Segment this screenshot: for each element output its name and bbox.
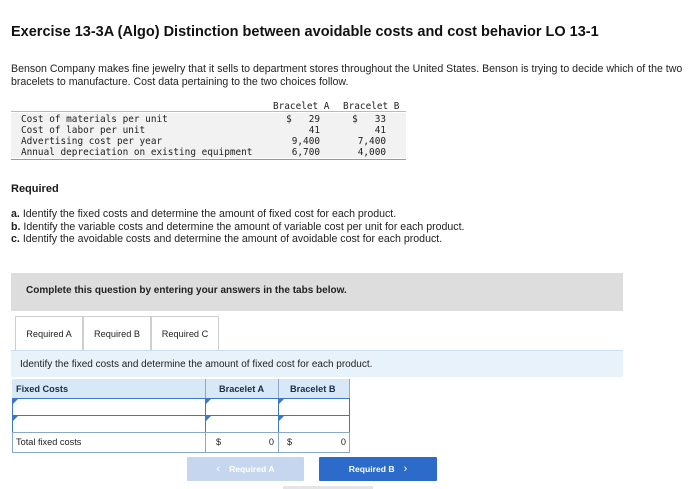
total-fixed-costs-label: Total fixed costs	[16, 437, 82, 447]
tab-required-b[interactable]: Required B	[83, 316, 151, 350]
bracelet-a-amount-input-2[interactable]	[205, 415, 279, 433]
item-text: Identify the avoidable costs and determine the amount of avoidable cost for each product.	[22, 233, 443, 245]
tab-instruction	[11, 350, 623, 377]
row-label: Cost of labor per unit	[21, 125, 146, 136]
table-row	[11, 125, 406, 136]
item-text: Identify the variable costs and determine the amount of variable cost per unit for each product.	[23, 220, 465, 233]
value-bracelet-b: $ 33	[352, 114, 386, 125]
value-bracelet-a: 9,400	[291, 136, 320, 147]
chevron-left-icon: ‹	[216, 463, 221, 475]
required-list	[11, 208, 465, 246]
input-marker-icon	[206, 399, 211, 404]
col-header-bracelet-a: Bracelet A	[205, 379, 278, 399]
total-b-currency: $	[287, 437, 293, 447]
bracelet-a-amount-input-1[interactable]	[205, 398, 279, 416]
col-header-fixed-costs: Fixed Costs	[12, 379, 205, 399]
instructions-banner	[11, 273, 623, 311]
table-row	[11, 114, 406, 125]
table-row	[11, 136, 406, 147]
required-heading: Required	[11, 183, 59, 195]
total-b-value: 0	[340, 437, 346, 447]
value-bracelet-b: 7,400	[357, 136, 386, 147]
table-row	[11, 147, 406, 158]
row-label: Advertising cost per year	[21, 136, 163, 147]
exercise-title: Exercise 13-3A (Algo) Distinction between avoidable costs and cost behavior LO 13-1	[11, 24, 599, 40]
next-required-b-button[interactable]	[319, 457, 437, 481]
total-a-currency: $	[216, 437, 222, 447]
prev-button-label: Required A	[229, 464, 275, 474]
item-letter: c.	[11, 233, 20, 245]
input-marker-icon	[206, 416, 211, 421]
item-text: Identify the fixed costs and determine the amount of fixed cost for each product.	[22, 208, 397, 220]
tab-required-c[interactable]: Required C	[151, 316, 219, 350]
required-item-a	[11, 208, 465, 221]
bracelet-b-amount-input-1[interactable]	[278, 398, 350, 416]
input-marker-icon	[279, 399, 284, 404]
input-marker-icon	[279, 416, 284, 421]
next-button-label: Required B	[348, 464, 395, 474]
tab-required-a[interactable]: Required A	[15, 316, 83, 350]
cost-table-body	[11, 113, 406, 158]
banner-text: Complete this question by entering your answers in the tabs below.	[26, 285, 347, 296]
value-bracelet-b: 4,000	[357, 147, 386, 158]
intro-text: Benson Company makes fine jewelry that it sells to department stores throughout the United States. Benson is trying to decide which of the two bracelets to manufacture. Cost data pertaining to the two choices follow.	[11, 63, 683, 88]
bracelet-b-amount-input-2[interactable]	[278, 415, 350, 433]
item-letter: a.	[11, 208, 20, 220]
col-header-bracelet-b: Bracelet B	[278, 379, 350, 399]
fixed-cost-name-input-1[interactable]	[12, 398, 206, 416]
cost-table-header	[11, 101, 406, 112]
value-bracelet-a: 6,700	[291, 147, 320, 158]
required-item-c	[11, 233, 465, 246]
table-bottom-rule	[11, 159, 406, 160]
item-letter: b.	[11, 220, 21, 233]
instruction-text: Identify the fixed costs and determine the amount of fixed cost for each product.	[20, 359, 373, 370]
input-marker-icon	[13, 416, 18, 421]
value-bracelet-a: $ 29	[286, 114, 320, 125]
fixed-cost-name-input-2[interactable]	[12, 415, 206, 433]
col-header-bracelet-a: Bracelet A	[273, 101, 330, 112]
prev-required-a-button[interactable]	[187, 457, 304, 481]
input-marker-icon	[13, 399, 18, 404]
row-label: Cost of materials per unit	[21, 114, 168, 125]
chevron-right-icon: ›	[403, 463, 408, 475]
row-label: Annual depreciation on existing equipment	[21, 147, 253, 158]
total-a-value: 0	[268, 437, 274, 447]
required-item-b	[11, 221, 465, 234]
value-bracelet-a: 41	[308, 125, 320, 136]
value-bracelet-b: 41	[374, 125, 386, 136]
col-header-bracelet-b: Bracelet B	[343, 101, 400, 112]
